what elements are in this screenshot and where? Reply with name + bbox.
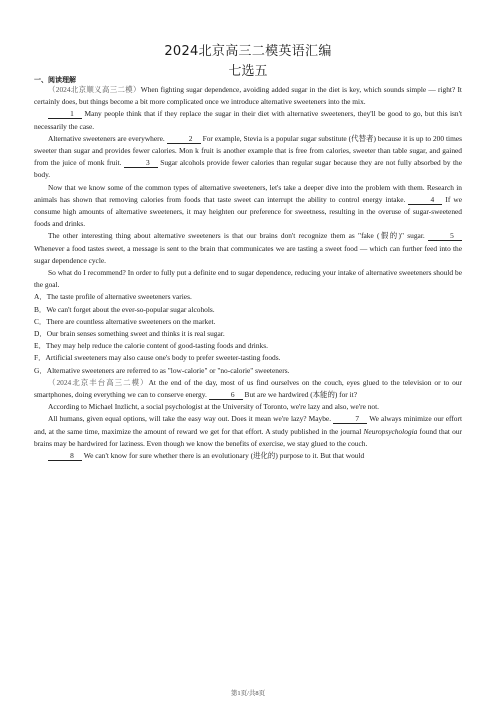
blank-7: 7 (333, 414, 367, 424)
journal-name: Neuropsychologia (363, 426, 418, 436)
page-number: 第1页/共8页 (230, 690, 266, 697)
paragraph-text: found that our brains may be hardwired for laziness. Even though we know the benefits of exercise, we stay glued to the couch. (34, 426, 462, 448)
option-f: F．Artificial sweeteners may also cause one's body to prefer sweeter-tasting foods. (34, 353, 281, 363)
option-b: B．We can't forget about the ever-so-popular sugar alcohols. (34, 304, 215, 314)
paragraph-text: If we consume high amounts of alternative sweeteners, it may heighten our preference for sweetness, resulting in the overuse of sugar-sweetened foods and drinks. (34, 194, 462, 229)
paragraph (34, 401, 462, 413)
paragraph-text: The other interesting thing about alternative sweeteners is that our brains don't recognize them as "fake (假的)" sugar. (48, 231, 425, 241)
paragraph (34, 84, 462, 108)
paragraph-text: According to Michael Inzlicht, a social psychologist at the University of Toronto, we're lazy and also, we're not. (48, 402, 380, 412)
paragraph-text: All humans, given equal options, will take the easy way out. Does it mean we're lazy? Maybe. (48, 414, 332, 424)
blank-8: 8 (48, 451, 82, 461)
section-heading: 一、阅读理解 (34, 76, 76, 84)
paragraph-text: So what do I recommend? In order to fully put a definite end to sugar dependence, reducing your intake of alternative sweeteners should be the goal. (34, 268, 462, 290)
paragraph (34, 450, 462, 462)
option-d: D．Our brain senses something sweet and thinks it is real sugar. (34, 329, 225, 339)
paragraph-text: For example, Stevia is a popular sugar substitute (代替者) because it is up to 200 times sweeter than sugar and provides fewer calories. Mon k fruit is another example that is free from calories, sweeter than table sugar, and gained from the juice of monk fruit. (34, 133, 462, 168)
blank-3: 3 (124, 158, 158, 168)
source-label: （2024北京丰台高三二模） (48, 377, 149, 387)
paragraph-text: Many people think that if they replace the sugar in their diet with alternative sweeteners, they'll be good to go, but this isn't necessarily the case. (34, 109, 462, 131)
blank-2: 2 (167, 134, 201, 144)
blank-1: 1 (48, 109, 82, 119)
paragraph (34, 108, 462, 132)
option-e: E．They may help reduce the calorie content of good-tasting foods and drinks. (34, 341, 268, 351)
paragraph-text: Alternative sweeteners are everywhere. (48, 133, 165, 143)
paragraph (34, 230, 462, 267)
blank-6: 6 (209, 390, 243, 400)
source-label: （2024北京顺义高三二模） (48, 85, 141, 94)
paragraph-text: Now that we know some of the common types of alternative sweeteners, let's take a deeper dive into the problem with them. Research in animals has shown that removing calories from foods that taste sweet can interrupt the ability to control energy intake. (34, 182, 462, 204)
document-body (34, 84, 462, 462)
paragraph-text: Whenever a food tastes sweet, a message is sent to the brain that communicates we are tasting a sweet food — which can further feed into the sugar dependence cycle. (34, 243, 462, 265)
paragraph (34, 182, 462, 231)
paragraph-text: We always minimize our effort and, at the same time, maximize the amount of reward we get for that effort. A study published in the journal (34, 414, 463, 436)
paragraph (34, 377, 462, 401)
page-subtitle: 七选五 (228, 64, 268, 79)
paragraph-text: But are we hardwired (本能的) for it? (244, 390, 357, 400)
paragraph-text: We can't know for sure whether there is an evolutionary (进化的) purpose to it. But that would (83, 451, 365, 461)
paragraph-text: At the end of the day, most of us find ourselves on the couch, eyes glued to the television or to our smartphones, doing everything we can to conserve energy. (34, 377, 462, 400)
blank-5: 5 (428, 231, 462, 241)
option-a: A．The taste profile of alternative sweeteners varies. (34, 292, 192, 302)
paragraph (34, 413, 462, 450)
paragraph-text: When fighting sugar dependence, avoiding added sugar in the diet is key, which sounds simple — right? It certainly does, but things become a bit more complicated once we introduce alternative sweeteners into the mix. (34, 85, 462, 107)
blank-4: 4 (408, 195, 442, 205)
paragraph (34, 133, 462, 182)
option-c: C．There are countless alternative sweeteners on the market. (34, 316, 216, 326)
paragraph (34, 267, 462, 291)
option-g: G．Alternative sweeteners are referred to as "low-calorie" or "no-calorie" sweeteners. (34, 365, 290, 375)
page-title: 2024北京高三二模英语汇编 (164, 44, 332, 59)
paragraph-text: Sugar alcohols provide fewer calories than regular sugar because they are not fully absorbed by the body. (34, 158, 462, 180)
